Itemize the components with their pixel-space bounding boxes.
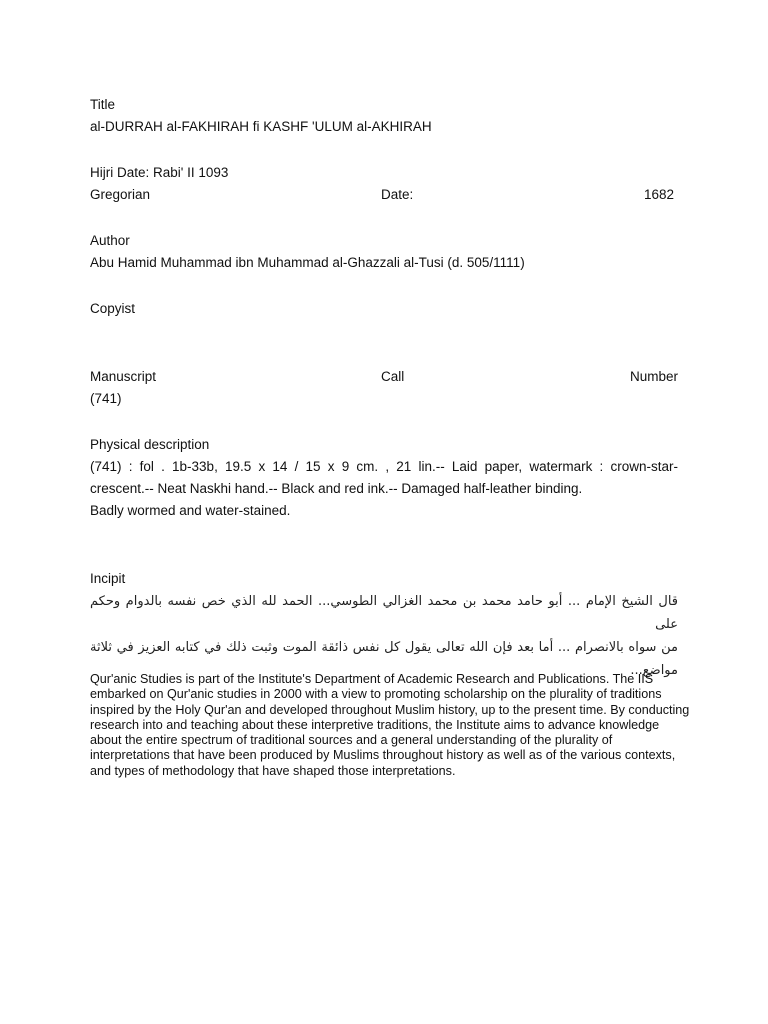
physical-description-line: (741) : fol . 1b-33b, 19.5 x 14 / 15 x 9 cm. , 21 lin.-- Laid paper, watermark : crown-star- [90, 459, 678, 474]
author-label: Author [90, 233, 130, 248]
physical-description-label: Physical description [90, 437, 210, 452]
date-label: Date: [381, 187, 414, 202]
call-label: Call [381, 369, 405, 384]
author-value: Abu Hamid Muhammad ibn Muhammad al-Ghazzali al-Tusi (d. 505/1111) [90, 255, 525, 270]
copyist-label: Copyist [90, 301, 136, 316]
gregorian-label: Gregorian [90, 187, 151, 202]
spacer [90, 320, 678, 366]
physical-description-line: Badly wormed and water-stained. [90, 503, 291, 518]
number-label: Number [629, 369, 678, 384]
title-value: al-DURRAH al-FAKHIRAH fi KASHF 'ULUM al-AKHIRAH [90, 119, 432, 134]
spacer [90, 410, 678, 434]
spacer [90, 138, 678, 162]
spacer [90, 206, 678, 230]
title-label: Title [90, 97, 116, 112]
physical-description-line: crescent.-- Neat Naskhi hand.-- Black and red ink.-- Damaged half-leather binding. [90, 481, 583, 496]
manuscript-row [90, 366, 678, 388]
manuscript-value: (741) [90, 391, 122, 406]
incipit-label: Incipit [90, 571, 126, 586]
spacer [90, 274, 678, 298]
incipit-arabic-line: من سواه بالانصرام ... أما بعد فإن الله تعالى يقول كل نفس ذائقة الموت وثبت ذلك في كتابه العزيز في ثلاثة [90, 640, 678, 655]
manuscript-label: Manuscript [90, 369, 157, 384]
hijri-date: Hijri Date: Rabi' II 1093 [90, 165, 229, 180]
gregorian-date-row [90, 184, 678, 206]
gregorian-year: 1682 [643, 187, 674, 202]
spacer [90, 522, 678, 568]
incipit-arabic-line: قال الشيخ الإمام ... أبو حامد محمد بن محمد الغزالي الطوسي... الحمد لله الذي خص نفسه بالدوام وحكم على [90, 594, 678, 632]
incipit-arabic-line: مواضع... [630, 663, 678, 678]
institute-blurb: Qur'anic Studies is part of the Institute's Department of Academic Research and Publications. The IIS embarked on Qur'anic studies in 2000 with a view to promoting scholarship on the plurality of traditions inspired by the Holy Qur'an and developed throughout Muslim history, up to the present time. By conducting research into and teaching about these interpretive traditions, the Institute aims to advance knowledge about the entire spectrum of traditional sources and a general understanding of the plurality of interpretations that have been produced by Muslims throughout history as well as of the various contexts, and types of methodology that have shaped those interpretations. [90, 672, 690, 778]
catalog-record [90, 94, 678, 682]
